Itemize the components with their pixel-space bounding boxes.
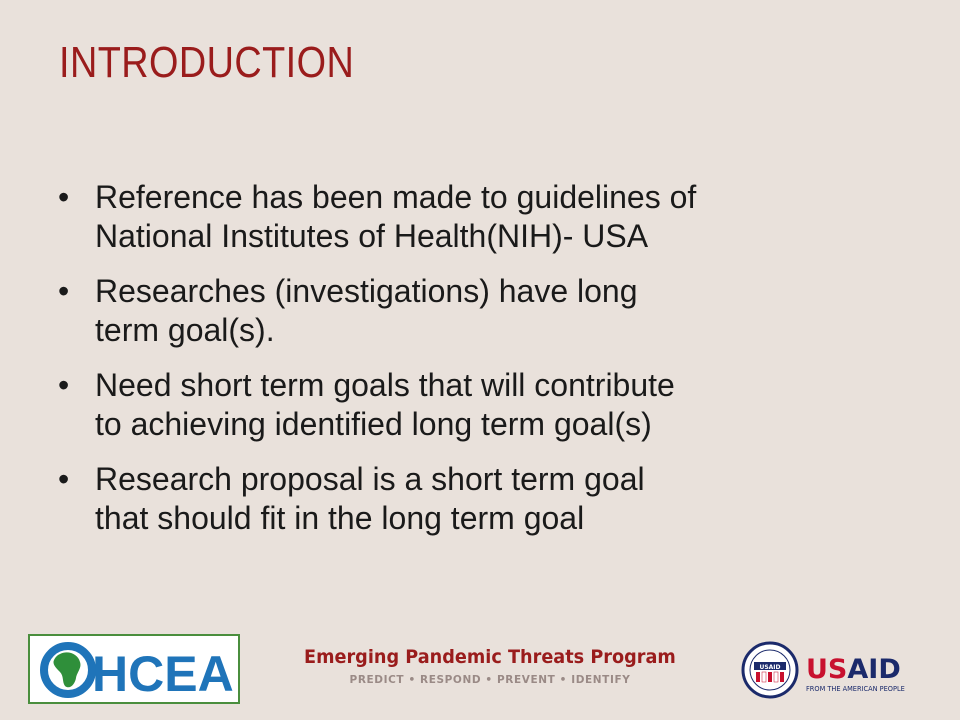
bullet-text-line: Research proposal is a short term goal bbox=[95, 461, 645, 497]
usaid-seal-text: USAID bbox=[759, 664, 781, 671]
bullet-text-line: Reference has been made to guidelines of bbox=[95, 179, 697, 215]
bullet-text-line: to achieving identified long term goal(s) bbox=[95, 406, 652, 442]
bullet-item bbox=[58, 178, 918, 256]
bullet-item bbox=[58, 366, 918, 444]
bullet-marker: • bbox=[58, 367, 70, 403]
bullet-text-line: National Institutes of Health(NIH)- USA bbox=[95, 218, 649, 254]
bullet-list bbox=[58, 178, 918, 554]
hcea-logo-text: HCEA bbox=[92, 646, 234, 702]
bullet-text-line: Need short term goals that will contribute bbox=[95, 367, 675, 403]
bullet-marker: • bbox=[58, 179, 70, 215]
usaid-logo bbox=[740, 640, 918, 700]
slide-title: INTRODUCTION bbox=[59, 38, 355, 87]
bullet-item bbox=[58, 460, 918, 538]
usaid-seal-icon bbox=[740, 640, 918, 700]
program-title: Emerging Pandemic Threats Program bbox=[304, 646, 676, 668]
bullet-marker: • bbox=[58, 461, 70, 497]
hcea-logo-icon bbox=[30, 636, 238, 702]
bullet-text-line: Researches (investigations) have long bbox=[95, 273, 638, 309]
bullet-text-line: that should fit in the long term goal bbox=[95, 500, 585, 536]
program-tagline: PREDICT • RESPOND • PREVENT • IDENTIFY bbox=[349, 674, 631, 686]
bullet-marker: • bbox=[58, 273, 70, 309]
usaid-wordmark-text: USAID bbox=[806, 654, 901, 685]
bullet-text-line: term goal(s). bbox=[95, 312, 275, 348]
hcea-logo bbox=[28, 634, 240, 704]
program-banner bbox=[270, 646, 710, 686]
bullet-item bbox=[58, 272, 918, 350]
usaid-tagline: FROM THE AMERICAN PEOPLE bbox=[806, 685, 905, 693]
usaid-wordmark bbox=[806, 654, 901, 685]
